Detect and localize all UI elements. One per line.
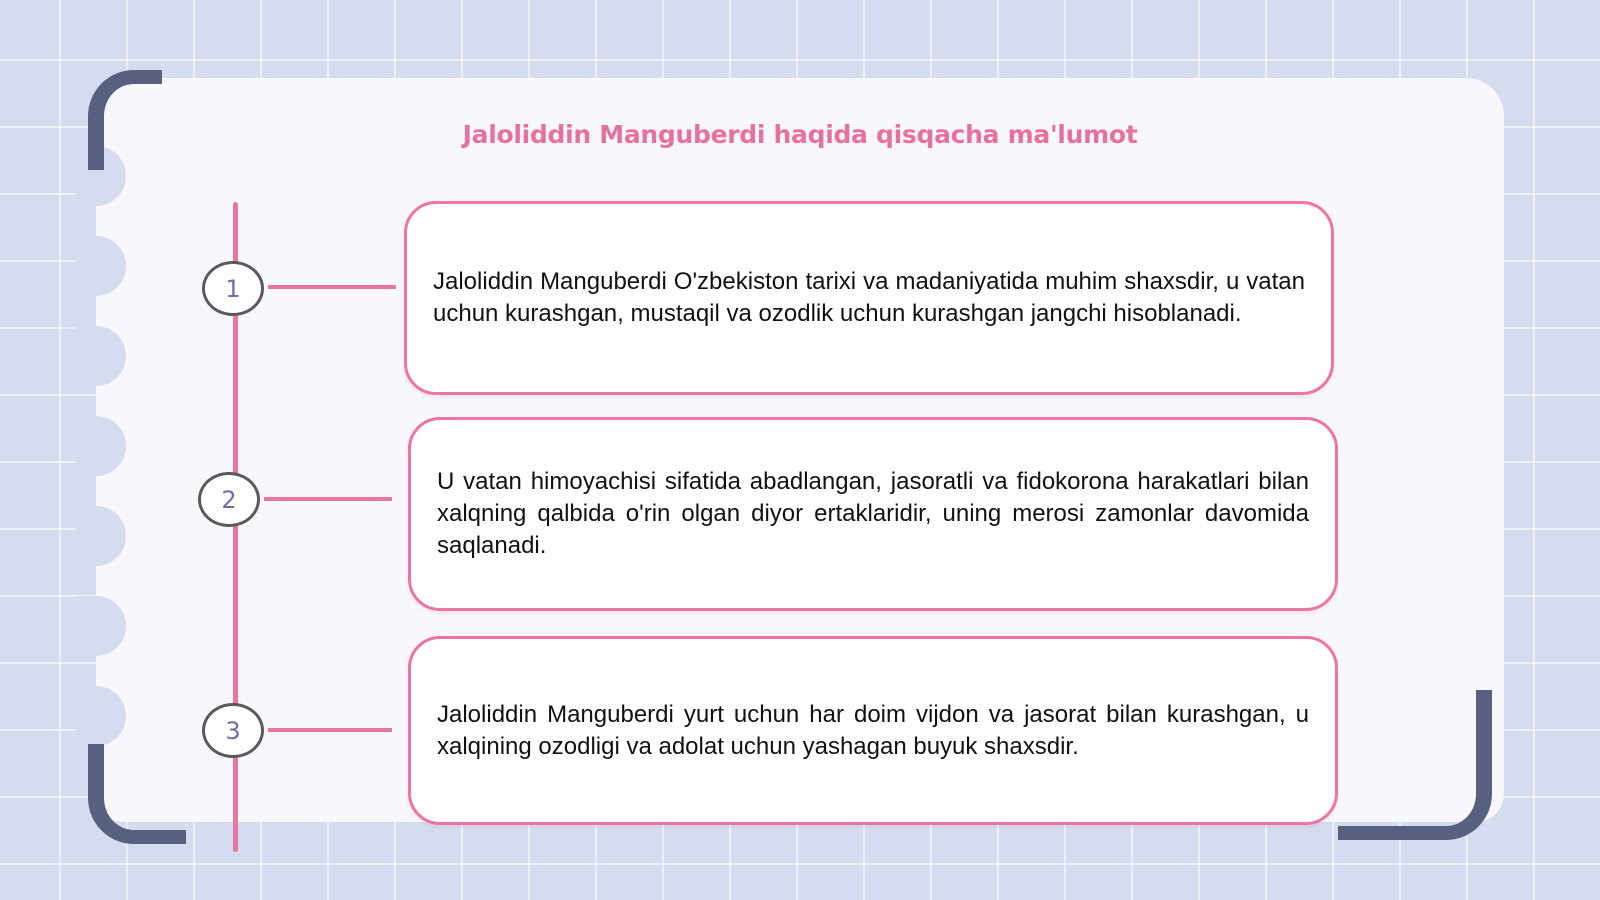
timeline-connector — [268, 728, 392, 732]
card-text: Jaloliddin Manguberdi yurt uchun har doim vijdon va jasorat bilan kurashgan, u xalqining ozodligi va adolat uchun yashagan buyuk shaxsdir. — [437, 700, 1309, 760]
slide-title: Jaloliddin Manguberdi haqida qisqacha ma'lumot — [462, 120, 1138, 149]
timeline-node-1: 1 — [202, 261, 264, 316]
corner-bracket-bottom-left — [88, 744, 186, 844]
card-text: Jaloliddin Manguberdi O'zbekiston tarixi va madaniyatida muhim shaxsdir, u vatan uchun kurashgan, mustaqil va ozodlik uchun kurashgan jangchi hisoblanadi. — [433, 268, 1305, 327]
corner-bracket-bottom-right — [1338, 690, 1492, 840]
card-text: U vatan himoyachisi sifatida abadlangan, jasoratli va fidokorona harakatlari bilan xalqning qalbida o'rin olgan diyor ertaklaridir, uning merosi zamonlar davomida saqlanadi. — [437, 468, 1309, 559]
timeline-node-2: 2 — [198, 472, 260, 527]
timeline-card-3 — [408, 636, 1338, 825]
timeline-card-2 — [408, 417, 1338, 611]
timeline-connector — [264, 497, 392, 501]
timeline-connector — [268, 285, 396, 289]
timeline-card-1 — [404, 201, 1334, 395]
corner-bracket-top-left — [88, 70, 162, 170]
timeline-node-3: 3 — [202, 703, 264, 758]
